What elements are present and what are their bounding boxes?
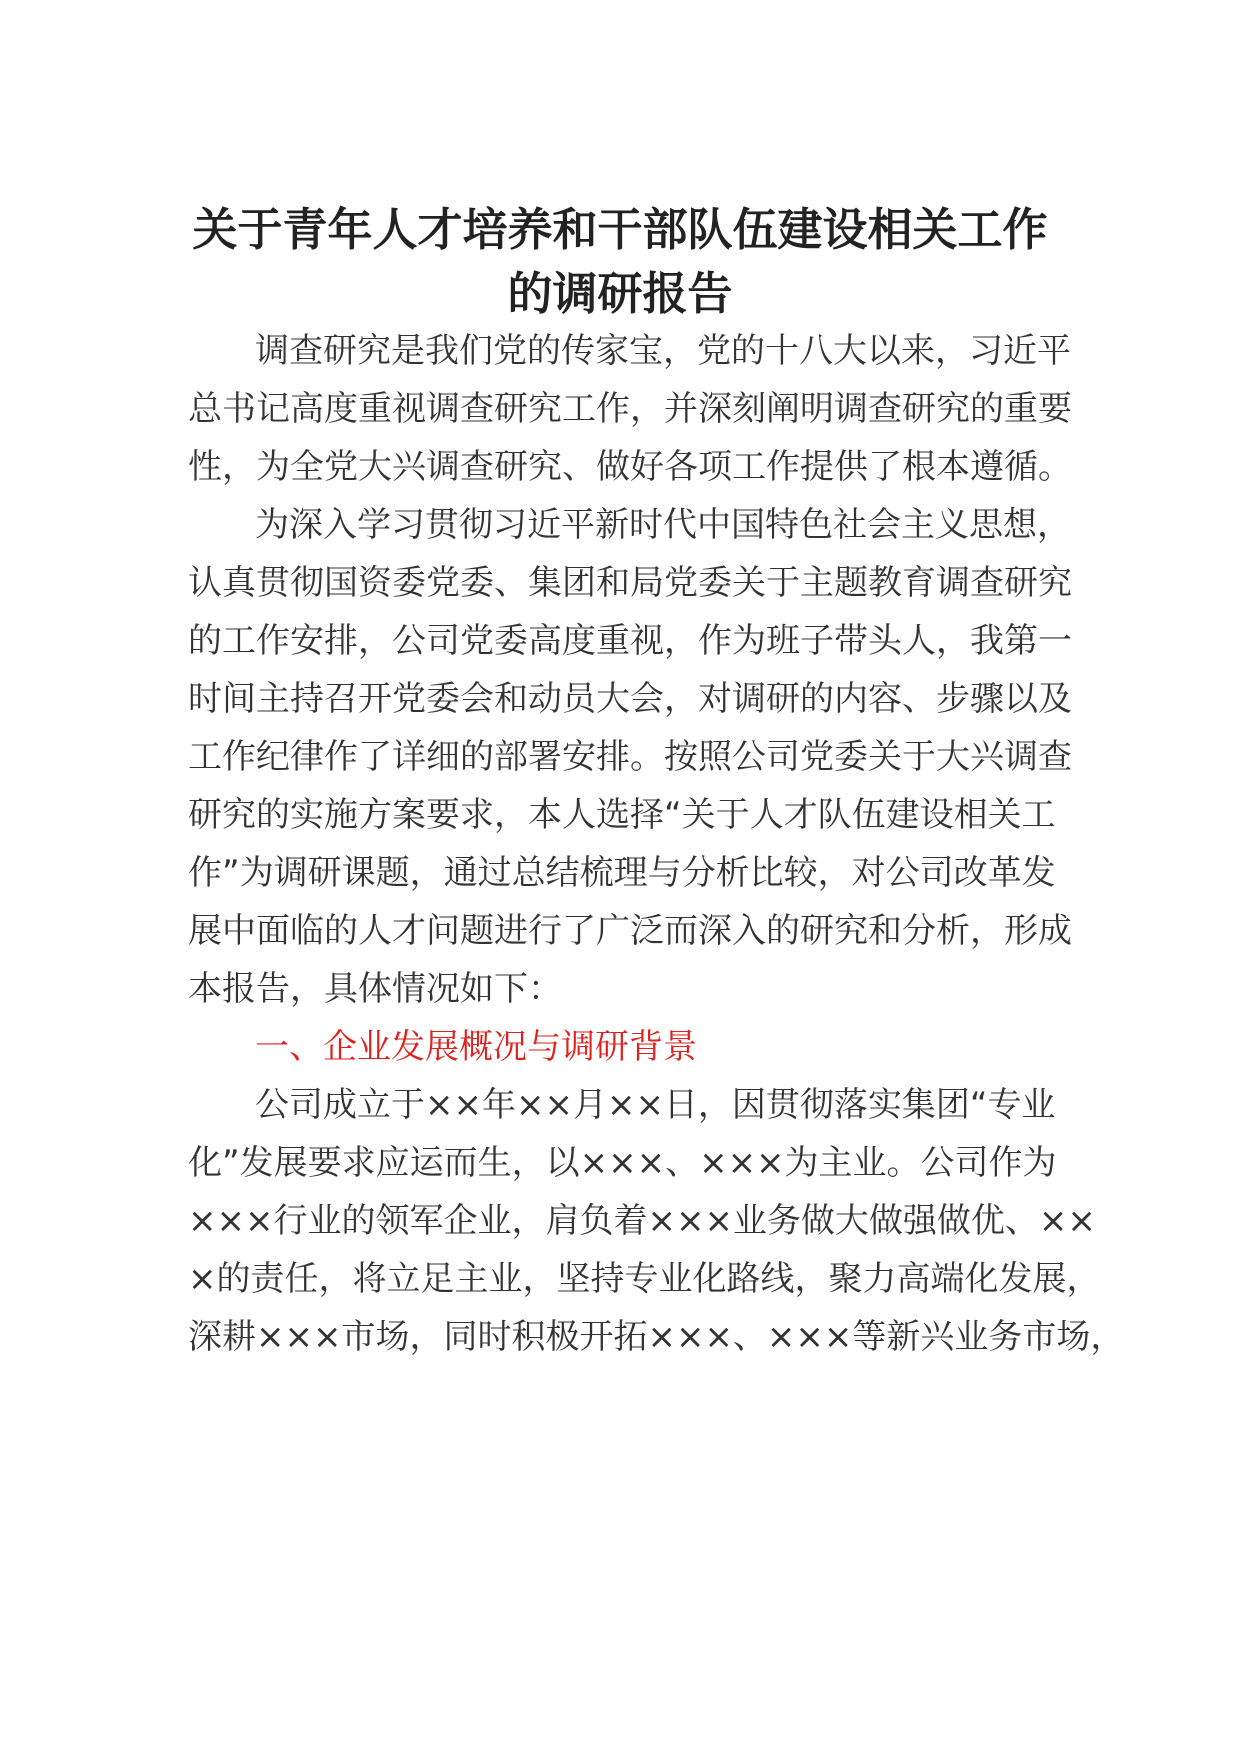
paragraph-line: 深耕×××市场，同时积极开拓×××、×××等新兴业务市场， — [188, 1317, 1125, 1357]
paragraph-line: 的工作安排，公司党委高度重视，作为班子带头人，我第一 — [188, 621, 1072, 661]
paragraph-line: ×××行业的领军企业，肩负着×××业务做大做强做优、×× — [188, 1201, 1096, 1241]
paragraph-line: 总书记高度重视调查研究工作，并深刻阐明调查研究的重要 — [188, 389, 1072, 429]
paragraph-line: 本报告，具体情况如下： — [188, 969, 562, 1009]
paragraph-line: 性，为全党大兴调查研究、做好各项工作提供了根本遵循。 — [188, 447, 1072, 487]
paragraph-line: 展中面临的人才问题进行了广泛而深入的研究和分析，形成 — [188, 911, 1072, 951]
paragraph-line: 认真贯彻国资委党委、集团和局党委关于主题教育调查研究 — [188, 563, 1072, 603]
paragraph-line: 研究的实施方案要求，本人选择“关于人才队伍建设相关工 — [188, 795, 1056, 835]
paragraph-line: 公司成立于××年××月××日，因贯彻落实集团“专业 — [255, 1085, 1056, 1125]
paragraph-line: 化”发展要求应运而生，以×××、×××为主业。公司作为 — [188, 1143, 1057, 1183]
paragraph-line: ×的责任，将立足主业，坚持专业化路线，聚力高端化发展， — [188, 1259, 1101, 1299]
paragraph-line: 工作纪律作了详细的部署安排。按照公司党委关于大兴调查 — [188, 737, 1072, 777]
paragraph-line: 时间主持召开党委会和动员大会，对调研的内容、步骤以及 — [188, 679, 1072, 719]
document-title-line-1: 关于青年人才培养和干部队伍建设相关工作 — [192, 203, 1048, 256]
paragraph-line: 作”为调研课题，通过总结梳理与分析比较，对公司改革发 — [188, 853, 1056, 893]
section-heading: 一、企业发展概况与调研背景 — [255, 1027, 697, 1067]
paragraph-line: 为深入学习贯彻习近平新时代中国特色社会主义思想， — [255, 505, 1071, 545]
paragraph-line: 调查研究是我们党的传家宝，党的十八大以来，习近平 — [255, 331, 1071, 371]
document-title-line-2: 的调研报告 — [507, 267, 733, 320]
